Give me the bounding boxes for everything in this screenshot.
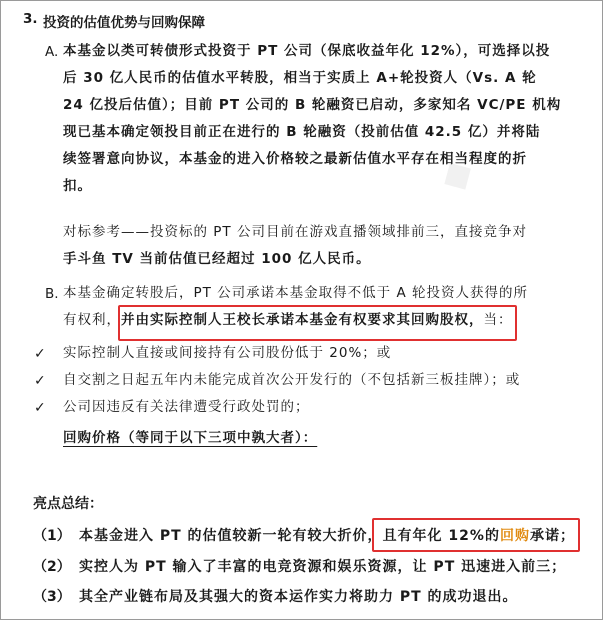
buyback-price <box>63 425 583 452</box>
part-b-line: 本基金确定转股后，PT 公司承诺本基金取得不低于 A 轮投资人获得的所 <box>63 285 528 301</box>
condition-text: 自交割之日起五年内未能完成首次公开发行的（不包括新三板挂牌）；或 <box>63 372 521 388</box>
part-a-line: 现已基本确定领投目前正在进行的 B 轮融资（投前估值 42.5 亿）并将陆 <box>63 124 541 140</box>
highlight-text: 本基金进入 PT 的估值较新一轮有较大折价， <box>79 528 383 544</box>
condition-text: 实际控制人直接或间接持有公司股份低于 20%；或 <box>63 345 392 361</box>
section-number: 3. <box>23 11 38 27</box>
part-b-line <box>63 307 583 334</box>
highlight-item-1 <box>79 525 575 545</box>
part-a-label: A. <box>45 44 59 60</box>
condition-item <box>63 394 583 421</box>
buyback-commitment: 并由实际控制人王校长承诺本基金有权要求其回购股权， <box>121 312 484 328</box>
highlight-accent: 回购 <box>499 528 530 544</box>
highlights-title: 亮点总结： <box>33 496 103 512</box>
part-b-text <box>63 280 583 334</box>
highlight-text: 且有年化 12%的 <box>382 528 500 544</box>
part-b-prefix: 有权利， <box>63 312 121 328</box>
highlight-item-3: 其全产业链布局及其强大的资本运作实力将助力 PT 的成功退出。 <box>79 589 518 605</box>
part-b-label: B. <box>45 286 59 302</box>
part-a-line: 本基金以类可转债形式投资于 PT 公司（保底收益年化 12%），可选择以投 <box>63 43 551 59</box>
reference-line: 手斗鱼 TV 当前估值已经超过 100 亿人民币。 <box>63 251 371 267</box>
part-a-reference <box>63 219 583 273</box>
highlight-text: 承诺； <box>529 528 575 544</box>
part-a-line: 后 30 亿人民币的估值水平转股，相当于实质上 A+轮投资人（Vs. A 轮 <box>63 70 537 86</box>
part-a-line: 24 亿投后估值）；目前 PT 公司的 B 轮融资已启动，多家知名 VC/PE 机构 <box>63 97 562 113</box>
part-a-text <box>63 38 583 200</box>
condition-item <box>63 367 583 394</box>
watermark: ◆ <box>431 146 482 202</box>
check-icon: ✓ <box>34 400 46 416</box>
part-a-line: 扣。 <box>63 178 92 194</box>
check-icon: ✓ <box>34 373 46 389</box>
highlight-item-2: 实控人为 PT 输入了丰富的电竞资源和娱乐资源，让 PT 迅速进入前三； <box>79 559 567 575</box>
highlight-num: （1） <box>33 528 71 544</box>
buyback-price-text: 回购价格（等同于以下三项中孰大者）： <box>63 430 318 446</box>
section-title: 投资的估值优势与回购保障 <box>43 15 205 31</box>
highlight-num: （2） <box>33 559 71 575</box>
part-a-line: 续签署意向协议，本基金的进入价格较之最新估值水平存在相当程度的折 <box>63 151 527 167</box>
check-icon: ✓ <box>34 346 46 362</box>
condition-item <box>63 340 583 367</box>
condition-text: 公司因违反有关法律遭受行政处罚的； <box>63 399 310 415</box>
part-b-suffix: 当： <box>483 312 513 328</box>
highlight-num: （3） <box>33 589 71 605</box>
reference-line: 对标参考——投资标的 PT 公司目前在游戏直播领域排前三，直接竞争对 <box>63 224 527 240</box>
